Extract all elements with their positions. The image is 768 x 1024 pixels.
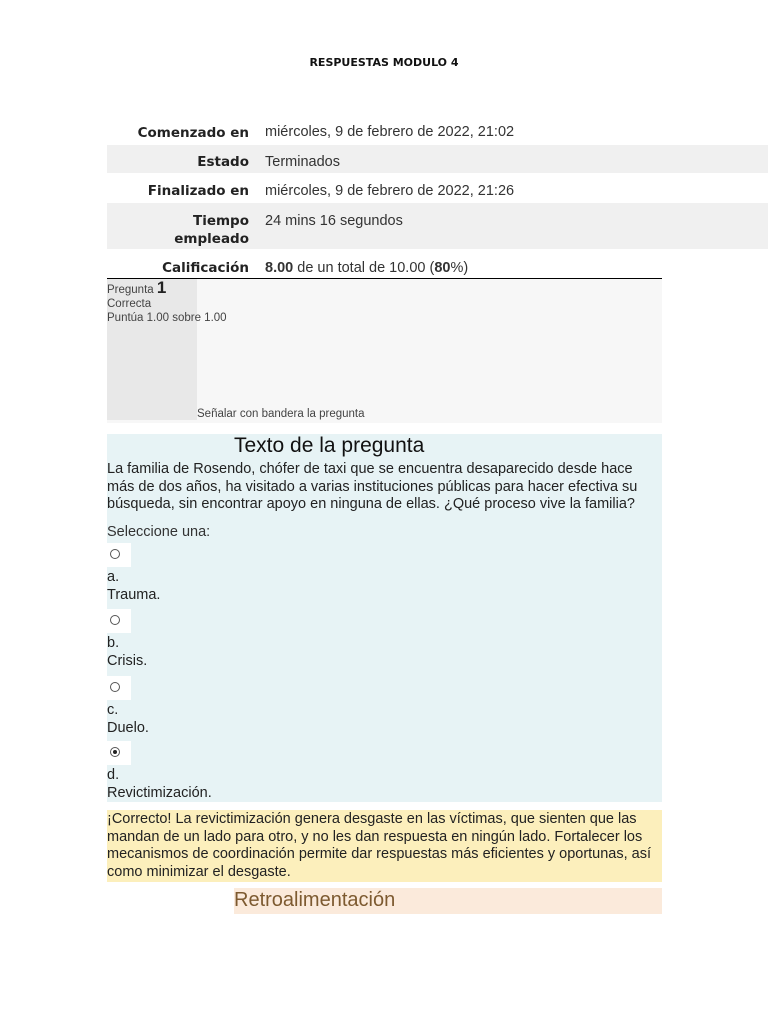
select-prompt: Seleccione una:	[107, 524, 211, 540]
radio-button-icon[interactable]	[110, 549, 120, 559]
question-score: Puntúa 1.00 sobre 1.00	[107, 312, 227, 324]
option-c[interactable]	[107, 676, 307, 737]
summary-label-finished: Finalizado en	[147, 183, 249, 199]
summary-value-grade	[265, 259, 468, 277]
option-letter: d.	[107, 767, 120, 783]
summary-label-grade: Calificación	[162, 260, 249, 276]
feedback-text: ¡Correcto! La revictimización genera desgaste en las víctimas, que sienten que las mandan de un lado para otro, y no les dan respuesta en ningún lado. Fortalecer los mecanismos de coordinación permite dar respuestas más eficientes y oportunas, así como minimizar el desgaste.	[107, 811, 652, 880]
question-info-text	[107, 278, 227, 325]
option-label: Trauma.	[107, 587, 161, 603]
option-d[interactable]	[107, 741, 307, 802]
question-text: La familia de Rosendo, chófer de taxi que se encuentra desaparecido desde hace más de dos años, ha visitado a varias instituciones públicas para hacer efectiva su búsqueda, sin encontrar apoyo en ninguna de ellas. ¿Qué proceso vive la familia?	[107, 461, 638, 512]
grade-end: %)	[450, 260, 469, 276]
option-letter: c.	[107, 702, 119, 718]
grade-score: 8.00	[265, 260, 294, 276]
radio-button-icon[interactable]	[110, 682, 120, 692]
option-label: Revictimización.	[107, 785, 212, 801]
question-box	[107, 434, 662, 802]
grade-total: de un total de 10.00 (	[293, 260, 435, 276]
grade-percent: 80	[434, 260, 451, 276]
radio-box-b[interactable]	[107, 609, 131, 633]
summary-row-finished	[107, 174, 768, 202]
option-letter: b.	[107, 635, 120, 651]
radio-button-icon[interactable]	[110, 615, 120, 625]
summary-label-state: Estado	[197, 154, 249, 170]
radio-button-checked-icon[interactable]	[110, 747, 120, 757]
summary-value-time: 24 mins 16 segundos	[265, 213, 403, 229]
summary-row-grade	[107, 258, 768, 278]
summary-label-started: Comenzado en	[137, 125, 249, 141]
summary-value-finished: miércoles, 9 de febrero de 2022, 21:26	[265, 183, 515, 199]
radio-box-a[interactable]	[107, 543, 131, 567]
summary-row-state	[107, 145, 768, 173]
question-heading: Texto de la pregunta	[234, 434, 425, 457]
feedback-heading: Retroalimentación	[234, 889, 396, 911]
summary-row-started	[107, 122, 768, 144]
question-status: Correcta	[107, 298, 152, 310]
summary-label-time-line2: empleado	[174, 231, 249, 247]
option-a[interactable]	[107, 543, 307, 604]
question-info	[107, 279, 662, 423]
feedback-heading-box	[234, 888, 662, 914]
option-b[interactable]	[107, 609, 307, 670]
feedback-box	[107, 810, 662, 882]
summary-label-time	[107, 212, 249, 248]
option-label: Duelo.	[107, 720, 149, 736]
summary-value-started: miércoles, 9 de febrero de 2022, 21:02	[265, 124, 515, 140]
summary-row-time	[107, 203, 768, 249]
question-label: Pregunta	[107, 284, 154, 296]
summary-label-time-line1: Tiempo	[193, 213, 249, 229]
document-title: RESPUESTAS MODULO 4	[309, 56, 459, 69]
option-letter: a.	[107, 569, 120, 585]
flag-question-link[interactable]: Señalar con bandera la pregunta	[197, 408, 365, 420]
radio-box-c[interactable]	[107, 676, 131, 700]
radio-box-d[interactable]	[107, 741, 131, 765]
summary-value-state: Terminados	[265, 154, 340, 170]
option-label: Crisis.	[107, 653, 148, 669]
question-number: 1	[156, 278, 167, 297]
